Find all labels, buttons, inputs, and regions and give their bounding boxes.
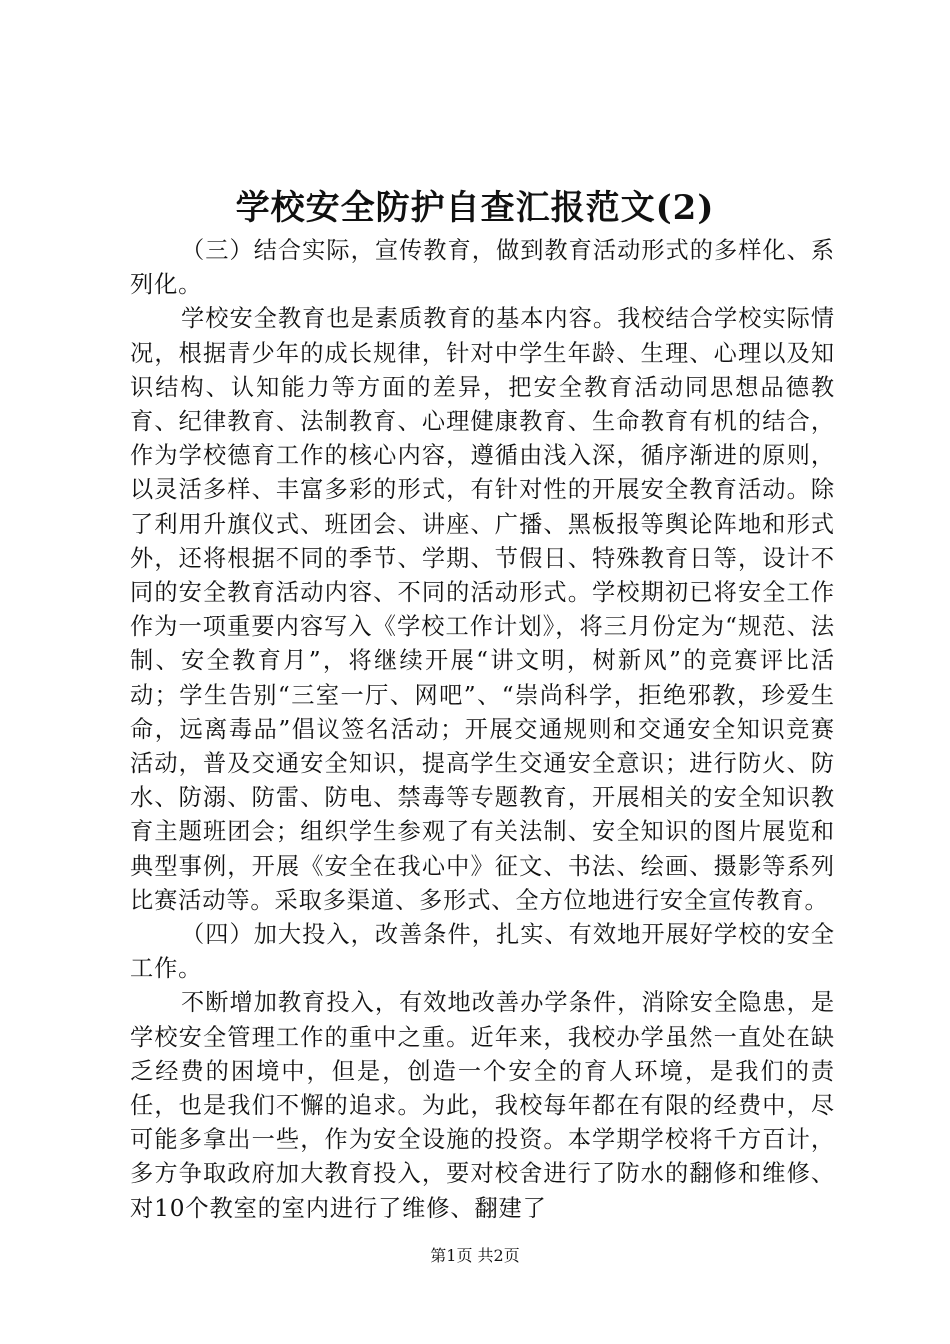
page-footer: 第1页 共2页 (430, 1246, 520, 1265)
paragraph-section-four-heading: （四）加大投入，改善条件，扎实、有效地开展好学校的安全工作。 (130, 921, 835, 983)
document-body (130, 234, 835, 1226)
document-title: 学校安全防护自查汇报范文(2) (235, 188, 715, 228)
paragraph-safety-education: 学校安全教育也是素质教育的基本内容。我校结合学校实际情况，根据青少年的成长规律，针对中学生年龄、生理、心理以及知识结构、认知能力等方面的差异，把安全教育活动同思想品德教育、纪律教育、法制教育、心理健康教育、生命教育有机的结合，作为学校德育工作的核心内容，遵循由浅入深，循序渐进的原则，以灵活多样、丰富多彩的形式，有针对性的开展安全教育活动。除了利用升旗仪式、班团会、讲座、广播、黑板报等舆论阵地和形式外，还将根据不同的季节、学期、节假日、特殊教育日等，设计不同的安全教育活动内容、不同的活动形式。学校期初已将安全工作作为一项重要内容写入《学校工作计划》，将三月份定为“规范、法制、安全教育月”，将继续开展“讲文明，树新风”的竞赛评比活动；学生告别“三室一厅、网吧”、“崇尚科学，拒绝邪教，珍爱生命，远离毒品”倡议签名活动；开展交通规则和交通安全知识竞赛活动，普及交通安全知识，提高学生交通安全意识；进行防火、防水、防溺、防雷、防电、禁毒等专题教育，开展相关的安全知识教育主题班团会；组织学生参观了有关法制、安全知识的图片展览和典型事例，开展《安全在我心中》征文、书法、绘画、摄影等系列比赛活动等。采取多渠道、多形式、全方位地进行安全宣传教育。 (130, 305, 835, 914)
paragraph-section-three-heading: （三）结合实际，宣传教育，做到教育活动形式的多样化、系列化。 (130, 237, 835, 299)
paragraph-investment: 不断增加教育投入，有效地改善办学条件，消除安全隐患，是学校安全管理工作的重中之重。近年来，我校办学虽然一直处在缺乏经费的困境中，但是，创造一个安全的育人环境，是我们的责任，也是我们不懈的追求。为此，我校每年都在有限的经费中，尽可能多拿出一些，作为安全设施的投资。本学期学校将千方百计，多方争取政府加大教育投入，要对校舍进行了防水的翻修和维修、对10个教室的室内进行了维修、翻建了 (130, 989, 835, 1222)
